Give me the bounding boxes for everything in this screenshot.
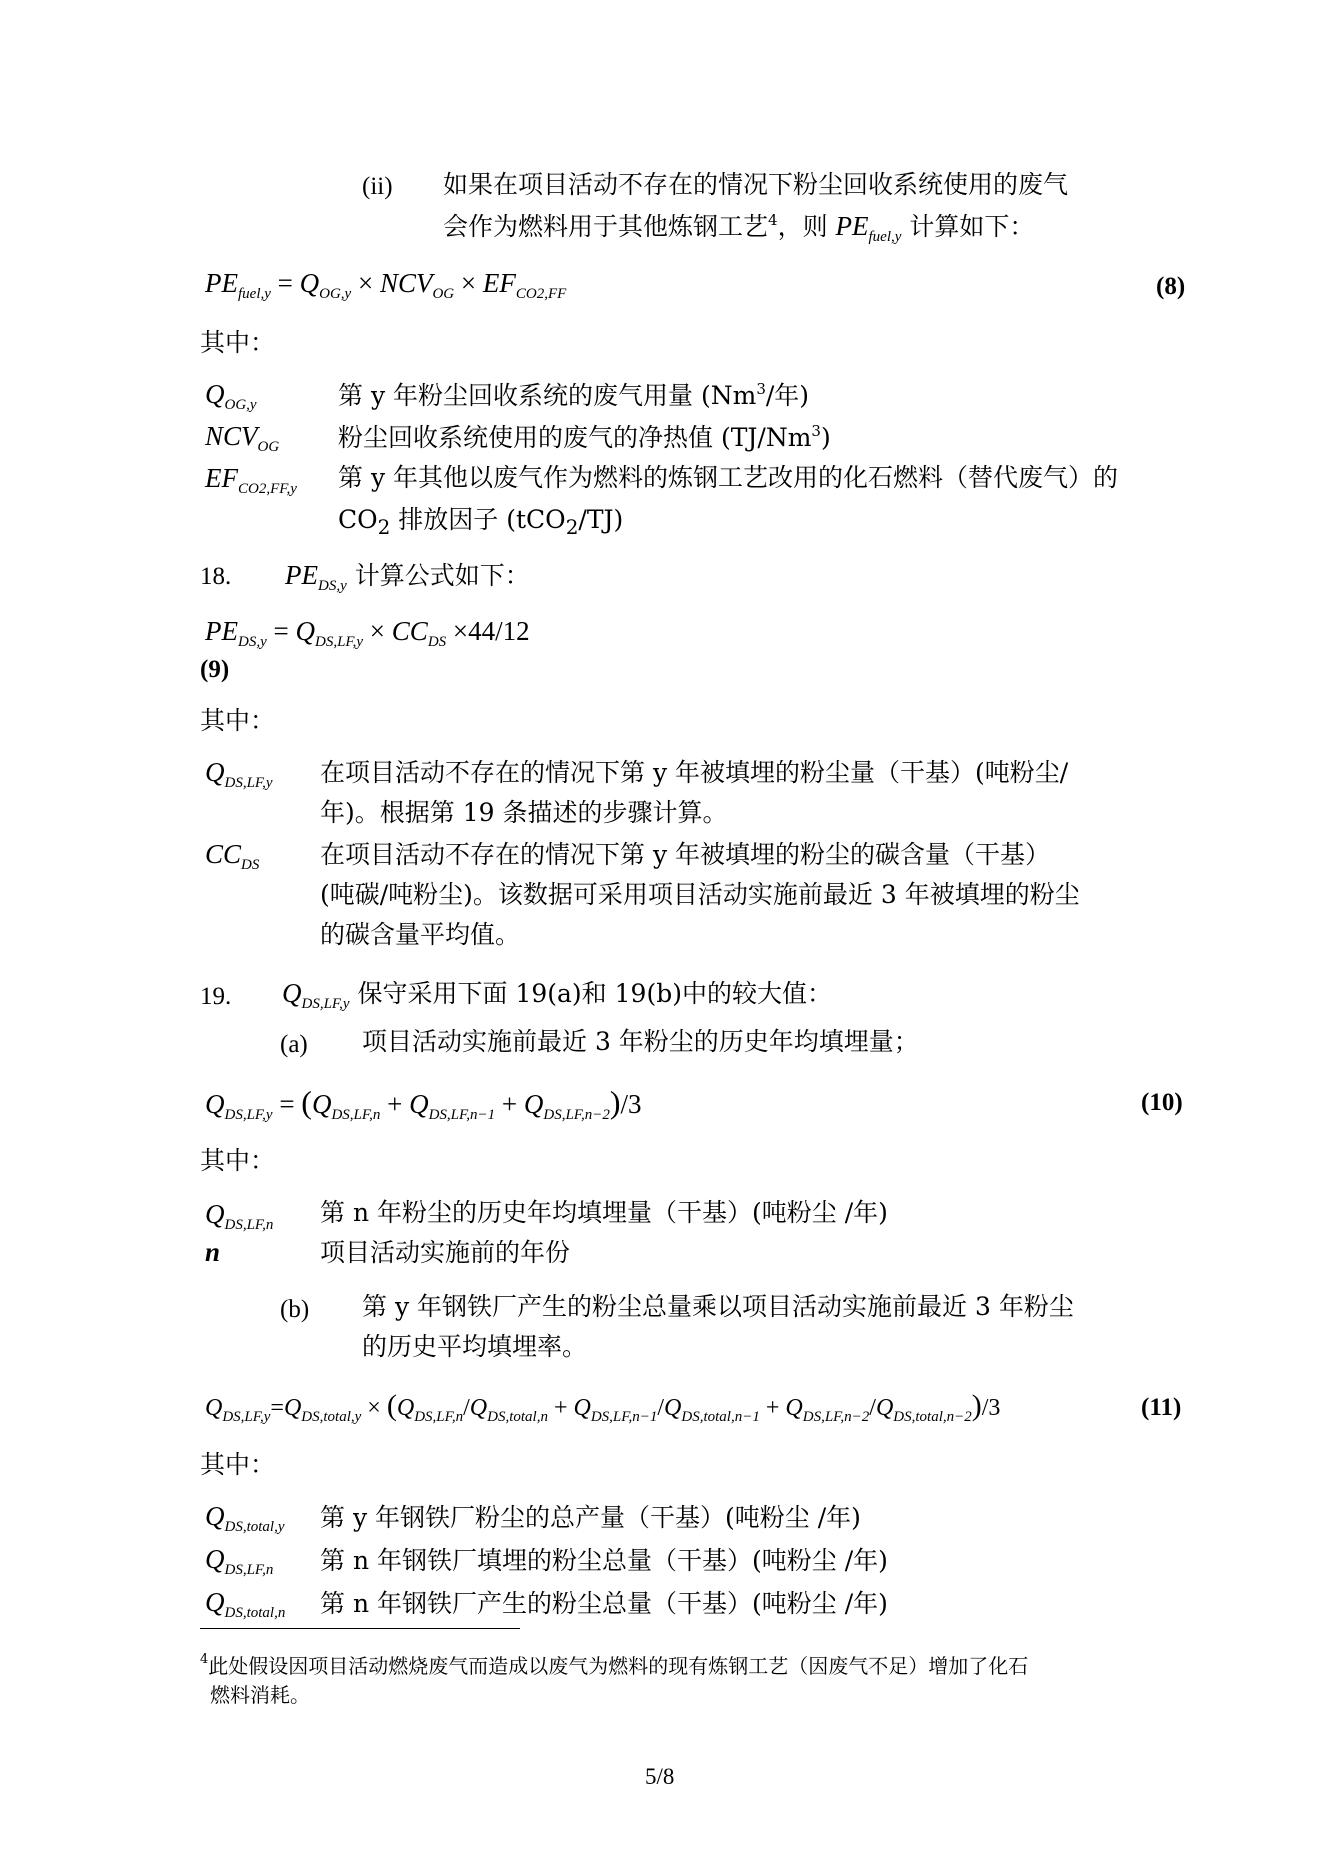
footnote-divider <box>200 1628 520 1629</box>
def2-text-cc-line1: 在项目活动不存在的情况下第 y 年被填埋的粉尘的碳含量（干基） <box>320 840 1051 869</box>
equation-9-number: (9) <box>200 656 230 683</box>
pe-fuel-symbol: $PE_{fuel,y}$ <box>835 211 902 245</box>
item-19b-line2: 的历史平均填埋率。 <box>362 1332 588 1361</box>
def3-text-n: 项目活动实施前的年份 <box>320 1238 571 1267</box>
def2-text-q-ds-lf-line1: 在项目活动不存在的情况下第 y 年被填埋的粉尘量（干基）(吨粉尘/ <box>320 758 1069 787</box>
def1-text-ef-line2: $CO_2$ 排放因子 (tCO$_2$/TJ) <box>338 505 624 539</box>
where-label-3: 其中： <box>200 1146 276 1175</box>
equation-11: $Q_{DS,LF,y}=Q_{DS,total,y} \times (Q_{DS,LF,n}/Q_{DS,total,n} + Q_{DS,LF,n-1}/Q_{DS,total,n-1} + Q_{DS,LF,n-2}/Q_{DS,total,n-2})/3$ <box>205 1389 1001 1425</box>
equation-9: $PE_{DS,y} = Q_{DS,LF,y} \times CC_{DS} \times 44/12$ <box>205 616 530 650</box>
def4-symbol-q-ds-total-y: $Q_{DS,total,y}$ <box>205 1501 285 1535</box>
q-ds-lf-symbol: $Q_{DS,LF,y}$ <box>282 978 350 1012</box>
item-19b-line1: 第 y 年钢铁厂产生的粉尘总量乘以项目活动实施前最近 3 年粉尘 <box>362 1292 1074 1321</box>
page-number: 5/8 <box>645 1764 675 1789</box>
equation-8: $PE_{fuel,y} = Q_{OG,y} \times NCV_{OG} \times EF_{CO2,FF}$ <box>205 268 567 302</box>
def4-symbol-q-ds-total-n: $Q_{DS,total,n}$ <box>205 1587 286 1621</box>
item-ii-line2 <box>443 210 1034 246</box>
def2-symbol-q-ds-lf: $Q_{DS,LF,y}$ <box>205 757 273 791</box>
def3-symbol-n: n <box>205 1237 221 1267</box>
def1-text-ncv: 粉尘回收系统使用的废气的净热值 (TJ/Nm$^3$) <box>338 422 831 452</box>
item-19-number: 19. <box>200 983 232 1010</box>
def3-text-q-ds-lf-n: 第 n 年粉尘的历史年均填埋量（干基）(吨粉尘 /年) <box>320 1198 888 1227</box>
item-19b-label: (b) <box>280 1296 310 1323</box>
equation-10: $Q_{DS,LF,y} = (Q_{DS,LF,n} + Q_{DS,LF,n-1} + Q_{DS,LF,n-2})/3$ <box>205 1084 642 1123</box>
def2-symbol-cc-ds: $CC_{DS}$ <box>205 839 260 873</box>
footnote-ref[interactable]: 4 <box>768 211 778 229</box>
where-label-4: 其中： <box>200 1450 276 1479</box>
def3-symbol-q-ds-lf-n: $Q_{DS,LF,n}$ <box>205 1199 274 1233</box>
def4-text-q-ds-total-y: 第 y 年钢铁厂粉尘的总产量（干基）(吨粉尘 /年) <box>320 1503 861 1532</box>
equation-11-number: (11) <box>1141 1394 1182 1421</box>
item-19a-text: 项目活动实施前最近 3 年粉尘的历史年均填埋量； <box>362 1027 919 1056</box>
footnote-line2: 燃料消耗。 <box>210 1683 310 1707</box>
item-ii-line2-end: 计算如下： <box>901 212 1035 241</box>
item-ii-line2-text: 会作为燃料用于其他炼钢工艺 <box>443 212 769 241</box>
def4-text-q-ds-lf-n: 第 n 年钢铁厂填埋的粉尘总量（干基）(吨粉尘 /年) <box>320 1546 888 1575</box>
def1-symbol-q-og: $Q_{OG,y}$ <box>205 379 257 413</box>
item-19-text: $Q_{DS,LF,y}$ 保守采用下面 19(a)和 19(b)中的较大值： <box>282 978 832 1012</box>
item-18-text: $PE_{DS,y}$ 计算公式如下： <box>285 560 530 594</box>
equation-10-number: (10) <box>1141 1089 1183 1116</box>
def4-text-q-ds-total-n: 第 n 年钢铁厂产生的粉尘总量（干基）(吨粉尘 /年) <box>320 1589 888 1618</box>
def4-symbol-q-ds-lf-n: $Q_{DS,LF,n}$ <box>205 1544 274 1578</box>
def1-symbol-ef: $EF_{CO2,FF,y}$ <box>205 463 297 497</box>
item-19a-label: (a) <box>280 1031 308 1058</box>
def1-text-ef-line1: 第 y 年其他以废气作为燃料的炼钢工艺改用的化石燃料（替代废气）的 <box>338 463 1119 492</box>
def2-text-cc-line2: (吨碳/吨粉尘)。该数据可采用项目活动实施前最近 3 年被填埋的粉尘 <box>320 880 1080 909</box>
pe-ds-symbol: $PE_{DS,y}$ <box>285 560 347 594</box>
equation-8-number: (8) <box>1156 273 1186 300</box>
def2-text-q-ds-lf-line2: 年)。根据第 19 条描述的步骤计算。 <box>320 798 728 827</box>
def1-symbol-ncv: $NCV_{OG}$ <box>205 421 280 455</box>
item-18-number: 18. <box>200 563 232 590</box>
where-label-2: 其中： <box>200 706 276 735</box>
item-ii-line1: 如果在项目活动不存在的情况下粉尘回收系统使用的废气 <box>443 170 1069 199</box>
def1-text-q-og: 第 y 年粉尘回收系统的废气用量 (Nm$^3$/年) <box>338 380 810 410</box>
item-ii-label: (ii) <box>362 173 393 200</box>
def2-text-cc-line3: 的碳含量平均值。 <box>320 920 521 949</box>
footnote-line1: $^4$此处假设因项目活动燃烧废气而造成以废气为燃料的现有炼钢工艺（因废气不足）增加了化石 <box>200 1652 1029 1678</box>
where-label-1: 其中： <box>200 328 276 357</box>
item-ii-line2-then: ，则 <box>777 212 836 241</box>
